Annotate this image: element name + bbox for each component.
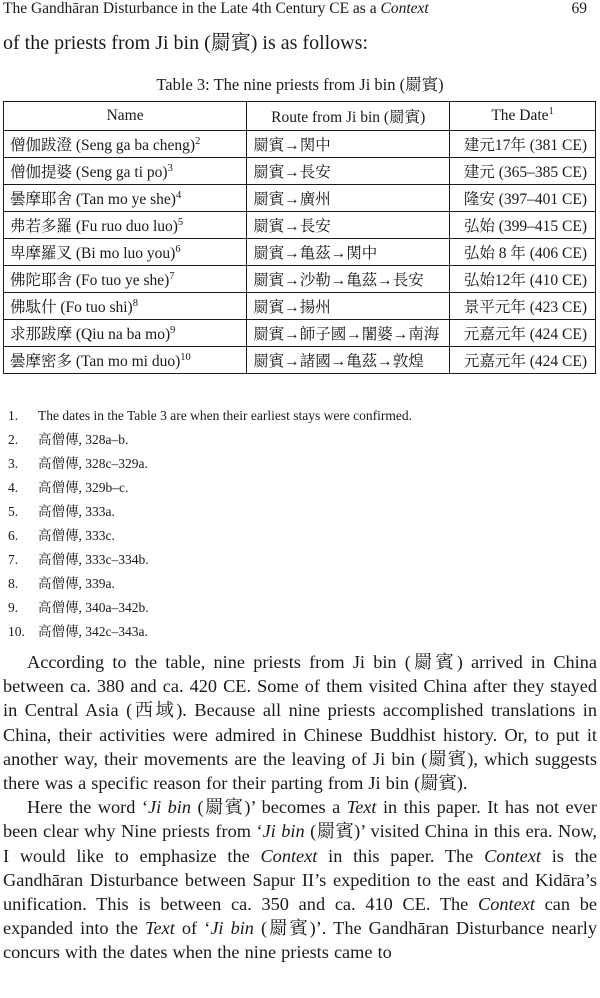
footnote-ref: 9 [170, 324, 176, 336]
table-body [4, 131, 596, 374]
priest-name: 曇摩耶舍 (Tan mo ye she) [10, 191, 176, 208]
table-row [4, 320, 596, 347]
cell-route: 罽賓→師子國→闍婆→南海 [247, 320, 450, 347]
priest-name: 佛駄什 (Fo tuo shi) [10, 299, 133, 316]
footnote-ref: 10 [180, 351, 191, 363]
footnotes [8, 404, 598, 644]
page-number: 69 [571, 0, 587, 17]
footnote-text: 高僧傳, 333c. [38, 528, 115, 543]
cell-date: 弘始12年 (410 CE) [450, 266, 596, 293]
footnote-ref: 3 [167, 162, 173, 174]
cell-route: 罽賓→関中 [247, 131, 450, 158]
cell-route: 罽賓→揚州 [247, 293, 450, 320]
footnote-ref: 7 [169, 270, 175, 282]
footnote-text: 高僧傳, 328a–b. [38, 432, 129, 447]
footnote-number: 2. [8, 432, 19, 447]
cell-name [4, 131, 247, 158]
footnote [8, 404, 598, 428]
footnote-number: 4. [8, 480, 19, 495]
footnote [8, 548, 598, 572]
cell-date: 建元 (365–385 CE) [450, 158, 596, 185]
body-text [3, 650, 597, 965]
text-run: in this paper. The [317, 845, 485, 866]
cell-name [4, 158, 247, 185]
cell-date: 弘始 8 年 (406 CE) [450, 239, 596, 266]
italic-term: Ji bin [147, 797, 191, 818]
cell-date: 弘始 (399–415 CE) [450, 212, 596, 239]
priest-name: 佛陀耶舎 (Fo tuo ye she) [10, 272, 170, 289]
footnote-text: 高僧傳, 333a. [38, 504, 115, 519]
priest-name: 僧伽提婆 (Seng ga ti po) [10, 164, 168, 181]
footnote-text: 高僧傳, 333c–334b. [38, 552, 149, 567]
table-row [4, 266, 596, 293]
table-row [4, 347, 596, 374]
italic-term: Context [484, 845, 541, 866]
cell-date: 隆安 (397–401 CE) [450, 185, 596, 212]
footnote-number: 10. [8, 624, 25, 639]
table-row [4, 131, 596, 158]
priests-table [3, 101, 596, 374]
cell-name [4, 347, 247, 374]
text-run: (罽賓)’ becomes a [191, 797, 347, 818]
italic-term: Text [346, 797, 377, 818]
cell-name [4, 239, 247, 266]
footnote-number: 5. [8, 504, 19, 519]
footnote-text: 高僧傳, 339a. [38, 576, 115, 591]
table-row [4, 212, 596, 239]
cell-route: 罽賓→亀茲→関中 [247, 239, 450, 266]
footnote [8, 620, 598, 644]
footnote-ref: 2 [195, 135, 201, 147]
text-run: (罽賓)’ visited China in this era. Now, I would like to emphasize the [3, 821, 597, 866]
priest-name: 曇摩密多 (Tan mo mi duo) [10, 353, 181, 370]
footnote-text: 高僧傳, 340a–342b. [38, 600, 149, 615]
cell-date: 元嘉元年 (424 CE) [450, 347, 596, 374]
footnote-number: 3. [8, 456, 19, 471]
footnote [8, 572, 598, 596]
italic-term: Ji bin [262, 821, 305, 842]
footnote-number: 1. [8, 408, 19, 423]
cell-name [4, 212, 247, 239]
table-row [4, 185, 596, 212]
text-run: can be expanded into the [3, 894, 598, 939]
footnote-number: 7. [8, 552, 19, 567]
cell-date: 景平元年 (423 CE) [450, 293, 596, 320]
footnote-ref: 8 [132, 297, 138, 309]
priest-name: 弗若多羅 (Fu ruo duo luo) [10, 218, 178, 235]
cell-date: 元嘉元年 (424 CE) [450, 320, 596, 347]
footnote [8, 596, 598, 620]
cell-route: 罽賓→長安 [247, 212, 450, 239]
header-name: Name [4, 102, 247, 131]
paragraph [3, 650, 597, 795]
footnote [8, 428, 598, 452]
footnote-text: 高僧傳, 328c–329a. [38, 456, 148, 471]
footnote-text: 高僧傳, 342c–343a. [38, 624, 148, 639]
cell-route: 罽賓→長安 [247, 158, 450, 185]
footnote-text: The dates in the Table 3 are when their earliest stays were confirmed. [38, 408, 413, 423]
footnote-number: 9. [8, 600, 19, 615]
italic-term: Ji bin [210, 918, 254, 939]
cell-name [4, 293, 247, 320]
text-run: Here the word ‘ [27, 797, 148, 818]
running-head [0, 0, 600, 18]
footnote-ref: 4 [175, 189, 182, 201]
header-date [450, 102, 596, 131]
header-date-footnote-ref: 1 [548, 105, 554, 117]
paragraph [3, 795, 597, 964]
footnote-ref: 5 [177, 216, 184, 228]
running-head-title [3, 0, 429, 18]
footnote-number: 6. [8, 528, 19, 543]
italic-term: Context [478, 894, 535, 915]
text-run: According to the table, nine priests from Ji bin (罽賓) arrived in China between ca. 380 and ca. 420 CE. Some of them visited China after they stayed in Central Asia (西域). Because all nine priests accomplished translations in China, their activities were admired in Chinese Buddhist history. Or, to put it another way, their movements are the leaving of Ji bin (罽賓), which suggests there was a specific reason for their parting from Ji bin (罽賓). [3, 652, 597, 794]
footnote-number: 8. [8, 576, 19, 591]
footnote [8, 476, 598, 500]
footnote-ref: 6 [175, 243, 181, 255]
cell-name [4, 320, 247, 347]
priest-name: 卑摩羅叉 (Bi mo luo you) [10, 245, 176, 262]
header-route: Route from Ji bin (罽賓) [247, 102, 450, 131]
italic-term: Context [260, 845, 318, 866]
priest-name: 僧伽跋澄 (Seng ga ba cheng) [10, 137, 196, 154]
cell-name [4, 266, 247, 293]
table-row [4, 239, 596, 266]
footnote-text: 高僧傳, 329b–c. [38, 480, 129, 495]
header-date-label: The Date [491, 107, 549, 124]
cell-name [4, 185, 247, 212]
running-head-title-prefix: The Gandhāran Disturbance in the Late 4th Century CE as a [3, 0, 381, 17]
text-run: of ‘ [174, 918, 211, 939]
text-run: (罽賓)’. The Gandhāran Disturbance nearly concurs with the dates when the nine priests came to [3, 918, 598, 963]
table-row [4, 293, 596, 320]
text-run: in this paper. It has not ever been clear why Nine priests from ‘ [3, 797, 598, 842]
footnote [8, 452, 598, 476]
table-row [4, 158, 596, 185]
table-header-row [4, 102, 596, 131]
text-run: is the Gandhāran Disturbance between Sapur II’s expedition to the east and Kidāra’s unification. This is between ca. 350 and ca. 410 CE. The [3, 845, 597, 915]
cell-date: 建元17年 (381 CE) [450, 131, 596, 158]
cell-route: 罽賓→廣州 [247, 185, 450, 212]
cell-route: 罽賓→沙勒→亀茲→長安 [247, 266, 450, 293]
running-head-title-italic: Context [380, 0, 429, 17]
table-caption: Table 3: The nine priests from Ji bin (罽賓) [156, 75, 444, 94]
intro-line: of the priests from Ji bin (罽賓) is as follows: [3, 32, 368, 54]
footnote [8, 500, 598, 524]
priest-name: 求那跋摩 (Qiu na ba mo) [10, 326, 171, 343]
italic-term: Text [145, 918, 175, 939]
cell-route: 罽賓→諸國→亀茲→敦煌 [247, 347, 450, 374]
footnote [8, 524, 598, 548]
